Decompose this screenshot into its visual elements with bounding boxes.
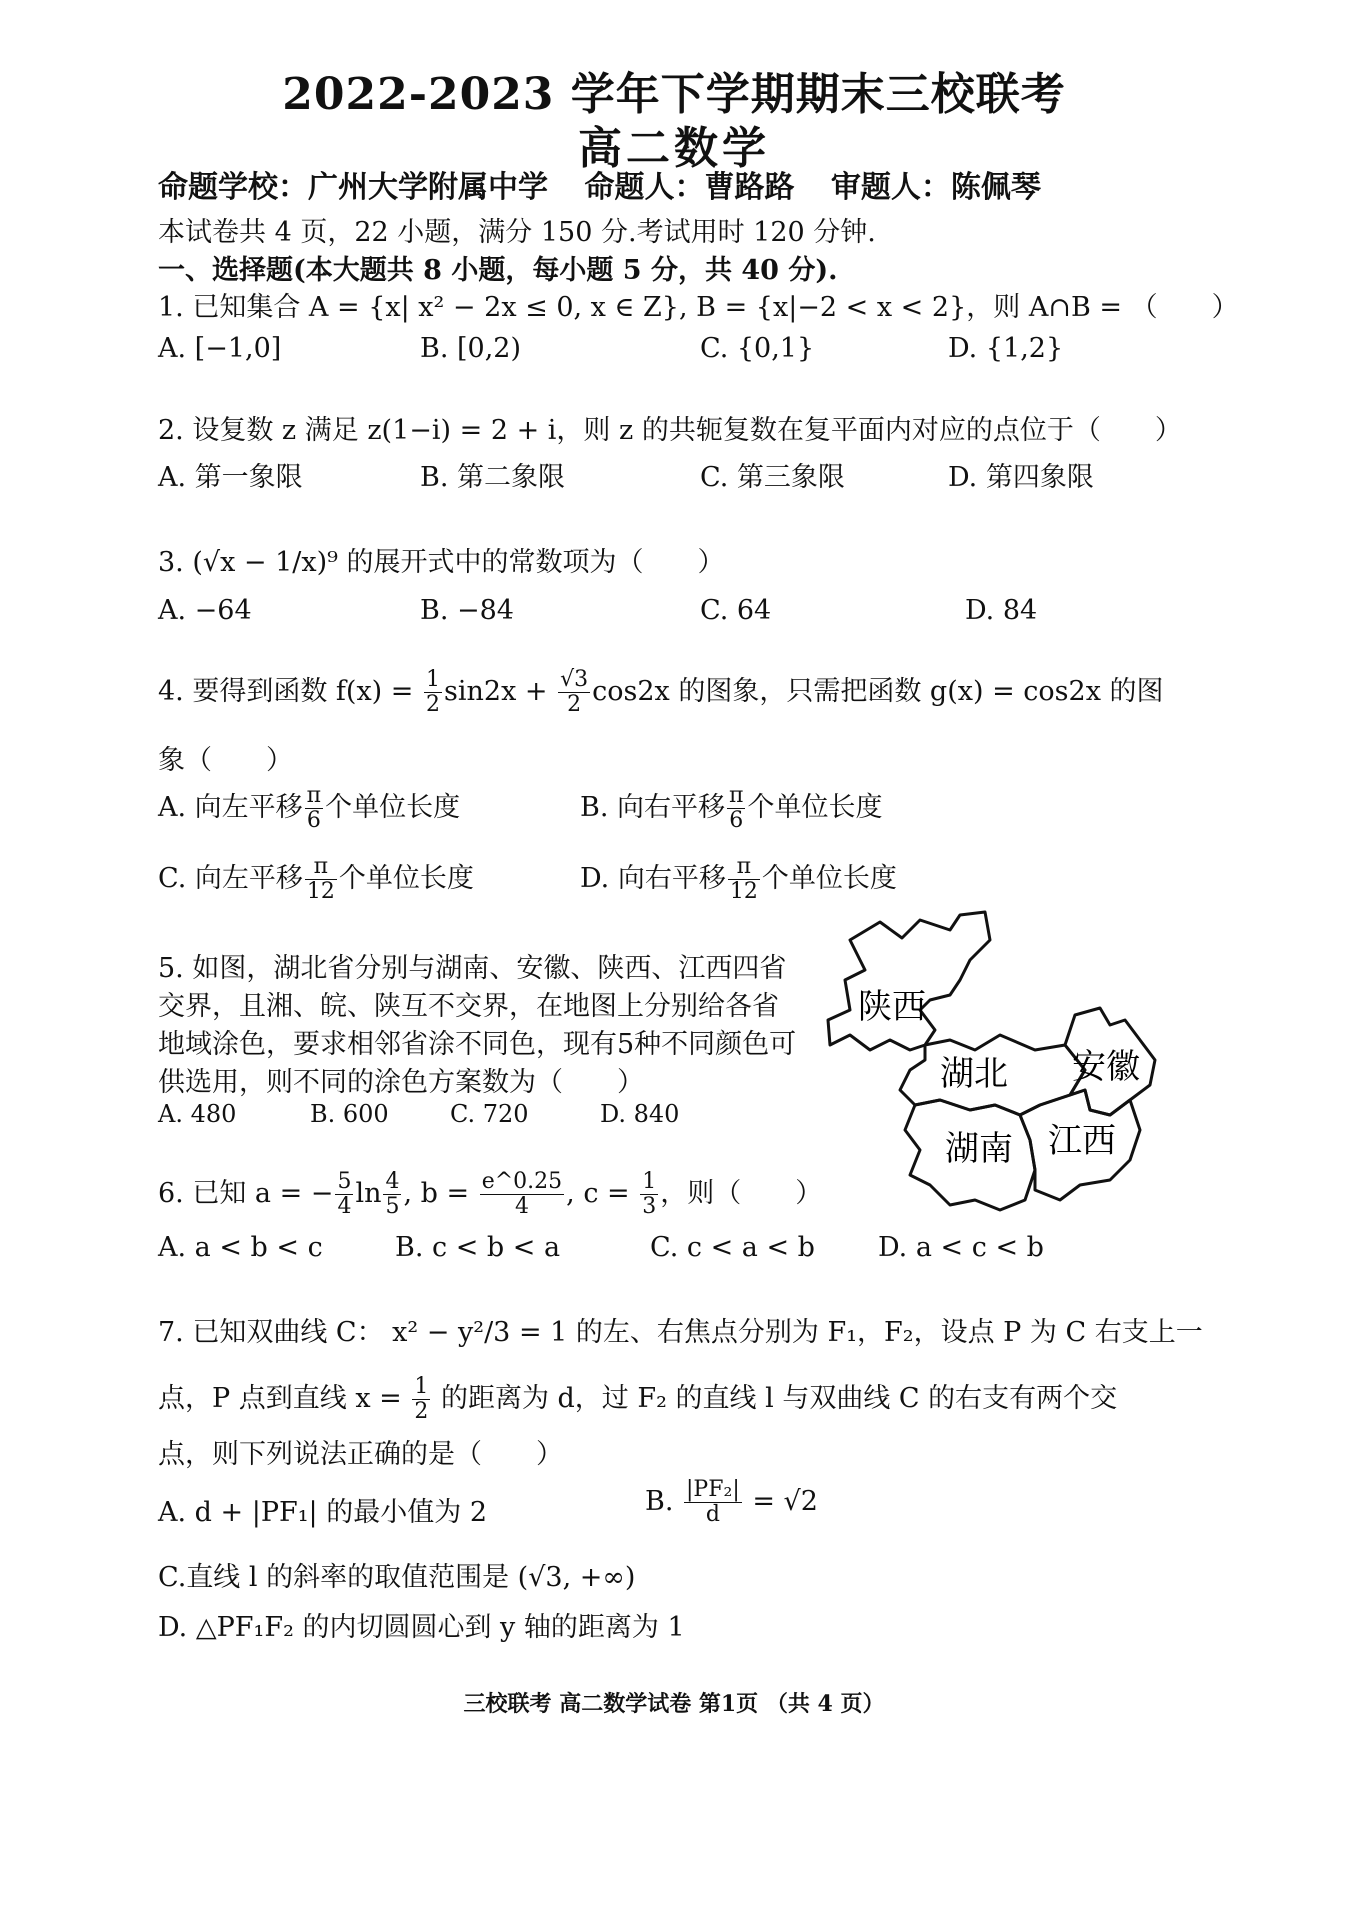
- question-2-stem: 2. 设复数 z 满足 z(1−i) = 2 + i，则 z 的共轭复数在复平面内对应的点位于（ ）: [158, 415, 1182, 446]
- q4d-num: π: [728, 855, 760, 880]
- q4-frac1-den: 2: [426, 692, 441, 717]
- reviewer-label: 审题人：陈佩琴: [830, 170, 1041, 205]
- q6-frac-a: [335, 1170, 353, 1219]
- q6-frac-b: [480, 1170, 564, 1219]
- q4b-frac: [727, 784, 745, 833]
- question-4-stem-line1: [158, 668, 1164, 717]
- q6-option-c: C. c < a < b: [650, 1232, 815, 1263]
- province-map: [810, 900, 1180, 1220]
- q4c-den: 12: [306, 879, 335, 904]
- q2-option-d: D. 第四象限: [948, 462, 1094, 493]
- setter-label: 命题人：曹路路: [584, 170, 795, 205]
- q1-option-c: C. {0,1}: [700, 333, 815, 364]
- school-label: 命题学校：广州大学附属中学: [158, 170, 548, 205]
- q6-frac-c: [640, 1170, 658, 1219]
- map-label-hunan: 湖南: [945, 1129, 1013, 1169]
- q6-tail: ，则（ ）: [660, 1178, 823, 1209]
- q6-text-c: , c =: [566, 1178, 639, 1209]
- map-label-shaanxi: 陕西: [858, 987, 926, 1027]
- q4-option-c: [158, 855, 474, 904]
- exam-info: [158, 162, 1067, 206]
- q7b-post: = √2: [743, 1486, 818, 1517]
- q1-option-b: B. [0,2): [420, 333, 522, 364]
- q5-option-d: D. 840: [600, 1100, 680, 1128]
- q7-option-d: D. △PF₁F₂ 的内切圆圆心到 y 轴的距离为 1: [158, 1612, 685, 1643]
- q4c-pre: C. 向左平移: [158, 863, 303, 894]
- q2-option-b: B. 第二象限: [420, 462, 566, 493]
- question-7-line1: 7. 已知双曲线 C： x² − y²/3 = 1 的左、右焦点分别为 F₁，F₂，设点 P 为 C 右支上一: [158, 1317, 1203, 1348]
- exam-note: 本试卷共 4 页，22 小题，满分 150 分.考试用时 120 分钟.: [158, 217, 876, 248]
- q6-option-b: B. c < b < a: [395, 1232, 561, 1263]
- q6-text-b: , b =: [403, 1178, 478, 1209]
- q6-ln-den: 5: [385, 1194, 400, 1219]
- q3-option-a: A. −64: [158, 595, 252, 626]
- q7-line2-pre: 点，P 点到直线 x =: [158, 1383, 411, 1414]
- q7-x-den: 2: [414, 1399, 429, 1424]
- q7b-num: |PF₂|: [686, 1477, 740, 1502]
- q6-a-den: 4: [337, 1194, 352, 1219]
- q3-expression: (√x − 1/x)⁹: [192, 547, 338, 578]
- q3-number: 3.: [158, 547, 193, 578]
- q4d-pre: D. 向右平移: [580, 863, 726, 894]
- q4d-frac: [728, 855, 760, 904]
- q4c-post: 个单位长度: [338, 863, 474, 894]
- q1-option-d: D. {1,2}: [948, 333, 1064, 364]
- q3-option-d: D. 84: [965, 595, 1038, 626]
- q7b-pre: B.: [645, 1486, 683, 1517]
- q4a-frac: [305, 784, 323, 833]
- q4-fraction-2: [558, 668, 590, 717]
- q6-option-d: D. a < c < b: [878, 1232, 1044, 1263]
- page-footer: 三校联考 高二数学试卷 第1页 （共 4 页）: [463, 1691, 885, 1717]
- section-heading: 一、选择题(本大题共 8 小题，每小题 5 分，共 40 分).: [158, 255, 838, 286]
- q4d-post: 个单位长度: [761, 863, 897, 894]
- exam-title: 2022-2023 学年下学期期末三校联考: [282, 69, 1066, 120]
- q4a-pre: A. 向左平移: [158, 792, 303, 823]
- q4-text-2: sin2x +: [444, 676, 557, 707]
- q3-option-c: C. 64: [700, 595, 772, 626]
- q7-line2-post: 的距离为 d，过 F₂ 的直线 l 与双曲线 C 的右支有两个交: [432, 1383, 1118, 1414]
- q4-text-3: cos2x 的图象，只需把函数 g(x) = cos2x 的图: [592, 676, 1164, 707]
- question-5-stem: 5. 如图，湖北省分别与湖南、安徽、陕西、江西四省交界，且湘、皖、陕互不交界，在地图上分别给各省地域涂色，要求相邻省涂不同色，现有5种不同颜色可供选用，则不同的涂色方案数为（ ）: [158, 953, 797, 1098]
- q4d-den: 12: [729, 879, 758, 904]
- q4a-num: π: [306, 783, 322, 808]
- q5-option-c: C. 720: [450, 1100, 529, 1128]
- q2-option-c: C. 第三象限: [700, 462, 845, 493]
- q4-option-a: [158, 784, 460, 833]
- q7-frac-x: [412, 1375, 430, 1424]
- q4a-post: 个单位长度: [325, 792, 461, 823]
- q6-ln: ln: [355, 1178, 382, 1209]
- q7b-frac: [684, 1478, 742, 1527]
- q6-text-1: 6. 已知 a = −: [158, 1178, 334, 1209]
- q6-ln-num: 4: [385, 1169, 400, 1194]
- q4-frac2-den: 2: [567, 692, 582, 717]
- q6-b-num: e^0.25: [481, 1169, 563, 1194]
- question-7-line3: 点，则下列说法正确的是（ ）: [158, 1439, 563, 1470]
- question-3-stem: [158, 540, 725, 579]
- map-label-anhui: 安徽: [1072, 1047, 1140, 1087]
- q3-option-b: B. −84: [420, 595, 514, 626]
- q1-option-a: A. [−1,0]: [158, 333, 282, 364]
- q4-fraction-1: [424, 668, 442, 717]
- exam-subject: 高二数学: [578, 123, 770, 174]
- q7-x-num: 1: [414, 1374, 429, 1399]
- q6-option-a: A. a < b < c: [158, 1232, 323, 1263]
- q4b-post: 个单位长度: [747, 792, 883, 823]
- q6-b-den: 4: [514, 1194, 529, 1219]
- q5-option-a: A. 480: [158, 1100, 237, 1128]
- q4c-frac: [305, 855, 337, 904]
- shaanxi-region: [828, 912, 990, 1050]
- q6-c-den: 3: [642, 1194, 657, 1219]
- q4c-num: π: [305, 855, 337, 880]
- q3-tail: 的展开式中的常数项为（ ）: [337, 547, 725, 578]
- map-label-hubei: 湖北: [940, 1054, 1008, 1094]
- q7-option-b: [645, 1478, 818, 1527]
- q6-frac-ln: [383, 1170, 401, 1219]
- q4a-den: 6: [306, 808, 321, 833]
- map-label-jiangxi: 江西: [1048, 1121, 1116, 1161]
- q4-frac2-num: √3: [560, 667, 589, 692]
- q4b-num: π: [729, 783, 744, 808]
- q6-a-num: 5: [337, 1169, 352, 1194]
- q5-option-b: B. 600: [310, 1100, 389, 1128]
- q4b-den: 6: [729, 808, 744, 833]
- q4-text-1: 4. 要得到函数 f(x) =: [158, 676, 423, 707]
- q4-frac1-num: 1: [426, 667, 441, 692]
- question-7-line2: [158, 1375, 1117, 1424]
- q4-option-d: [580, 855, 897, 904]
- q7-option-a: A. d + |PF₁| 的最小值为 2: [158, 1497, 487, 1528]
- q7b-den: d: [705, 1502, 720, 1527]
- q6-c-num: 1: [642, 1169, 657, 1194]
- question-4-stem-line2: 象（ ）: [158, 745, 293, 776]
- q4b-pre: B. 向右平移: [580, 792, 726, 823]
- q7-option-c: C.直线 l 的斜率的取值范围是 (√3, +∞): [158, 1562, 636, 1593]
- question-6-stem: [158, 1170, 822, 1219]
- q2-option-a: A. 第一象限: [158, 462, 303, 493]
- question-1-stem: 1. 已知集合 A = {x| x² − 2x ≤ 0, x ∈ Z}, B = {x|−2 < x < 2}，则 A∩B = （ ）: [158, 292, 1239, 323]
- q4-option-b: [580, 784, 882, 833]
